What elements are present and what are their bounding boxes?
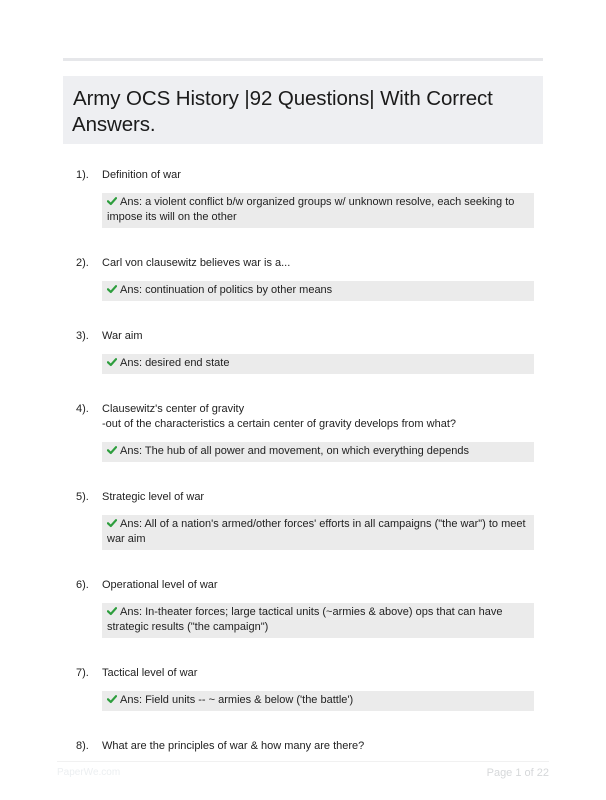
- question-text-line: Clausewitz's center of gravity: [102, 403, 245, 415]
- answer-box: [102, 691, 534, 711]
- question-item: [76, 256, 536, 301]
- question-number: 2).: [76, 257, 89, 269]
- question-text: [102, 739, 536, 754]
- question-text-line: What are the principles of war & how many are there?: [102, 740, 365, 752]
- question-text-line: Operational level of war: [102, 579, 218, 591]
- check-icon: [107, 196, 117, 206]
- question-text: [102, 578, 536, 593]
- page-title-line-2: Answers.: [72, 113, 156, 136]
- question-text-line: War aim: [102, 330, 143, 342]
- answer-text: Ans: The hub of all power and movement, on which everything depends: [120, 445, 469, 457]
- top-divider: [63, 58, 543, 61]
- question-number: 4).: [76, 403, 89, 415]
- question-list: [76, 168, 536, 754]
- question-item: [76, 402, 536, 462]
- question-text: [102, 329, 536, 344]
- question-number: 6).: [76, 579, 89, 591]
- question-number: 8).: [76, 740, 89, 752]
- check-icon: [107, 694, 117, 704]
- question-text: [102, 168, 536, 183]
- answer-text: Ans: All of a nation's armed/other forces' efforts in all campaigns ("the war") to meet war aim: [107, 518, 526, 545]
- question-text: [102, 402, 536, 432]
- footer-divider: [57, 761, 549, 762]
- question-number: 7).: [76, 667, 89, 679]
- answer-text: Ans: desired end state: [120, 357, 230, 369]
- page-title: [72, 86, 533, 138]
- question-number: 5).: [76, 491, 89, 503]
- answer-text: Ans: Field units -- ~ armies & below ('the battle'): [120, 694, 354, 706]
- check-icon: [107, 357, 117, 367]
- question-item: [76, 490, 536, 550]
- answer-text: Ans: continuation of politics by other means: [120, 284, 333, 296]
- question-text: [102, 490, 536, 505]
- page-title-line-1: Army OCS History |92 Questions| With Correct: [73, 87, 493, 110]
- question-item: [76, 168, 536, 228]
- question-text-line: Definition of war: [102, 169, 181, 181]
- answer-box: [102, 442, 534, 462]
- answer-text: Ans: In-theater forces; large tactical units (~armies & above) ops that can have strategic results ("the campaign"): [107, 606, 503, 633]
- page-number: Page 1 of 22: [486, 767, 549, 779]
- question-text: [102, 666, 536, 681]
- check-icon: [107, 445, 117, 455]
- question-text-line: Strategic level of war: [102, 491, 205, 503]
- footer-watermark: PaperWe.com: [57, 767, 121, 778]
- question-number: 3).: [76, 330, 89, 342]
- question-number: 1).: [76, 169, 89, 181]
- answer-box: [102, 515, 534, 550]
- check-icon: [107, 284, 117, 294]
- title-banner: [63, 76, 543, 144]
- answer-box: [102, 354, 534, 374]
- question-item: [76, 739, 536, 754]
- check-icon: [107, 518, 117, 528]
- answer-text: Ans: a violent conflict b/w organized groups w/ unknown resolve, each seeking to impose its will on the other: [107, 196, 515, 223]
- answer-box: [102, 603, 534, 638]
- answer-box: [102, 281, 534, 301]
- question-text: [102, 256, 536, 271]
- question-item: [76, 329, 536, 374]
- question-text-line: Tactical level of war: [102, 667, 198, 679]
- question-text-line: Carl von clausewitz believes war is a...: [102, 257, 291, 269]
- check-icon: [107, 606, 117, 616]
- question-item: [76, 666, 536, 711]
- question-text-line: -out of the characteristics a certain center of gravity develops from what?: [102, 418, 456, 430]
- answer-box: [102, 193, 534, 228]
- question-item: [76, 578, 536, 638]
